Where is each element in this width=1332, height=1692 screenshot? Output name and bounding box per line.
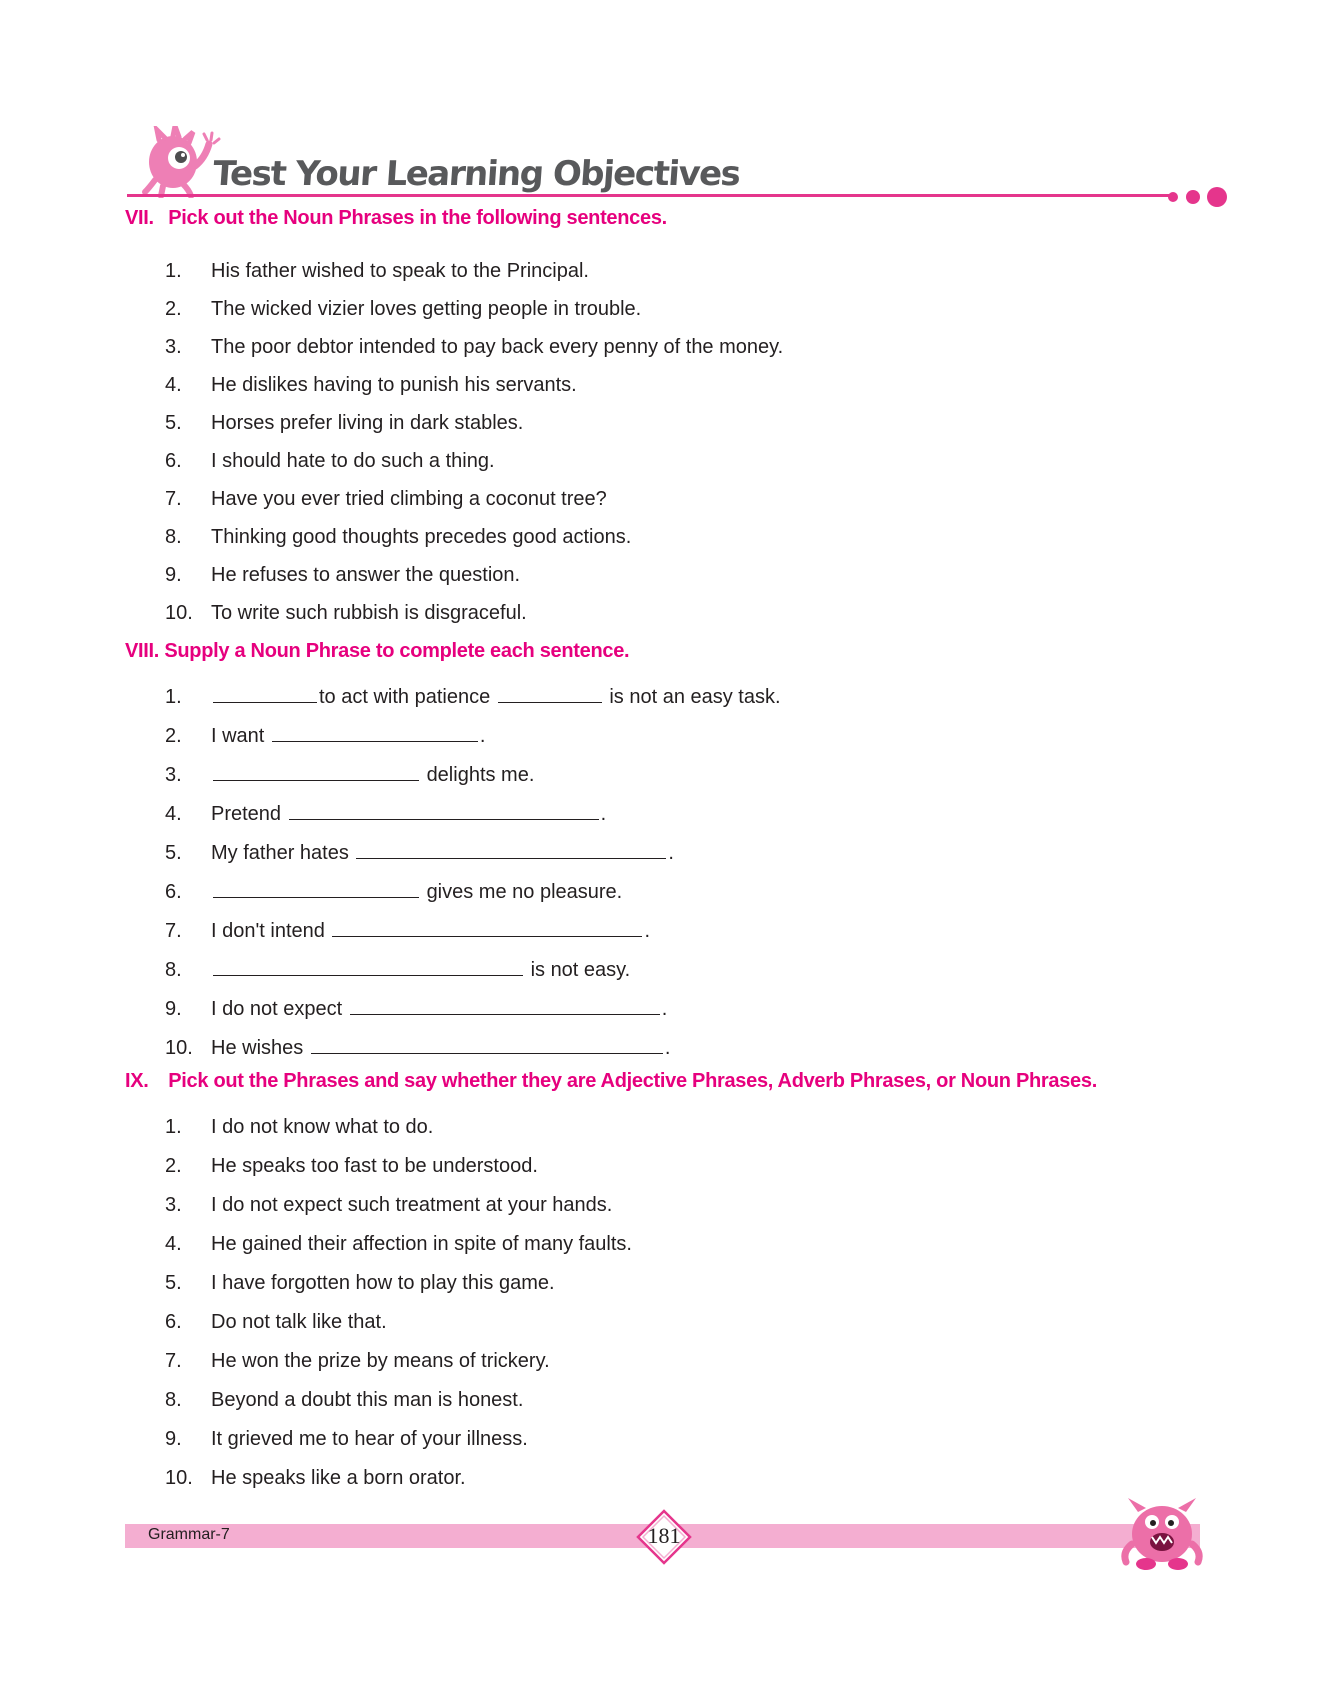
mascot-waving-icon [139,126,221,198]
answer-blank[interactable] [213,877,419,898]
answer-blank[interactable] [350,994,660,1015]
answer-blank[interactable] [332,916,642,937]
answer-blank[interactable] [311,1033,663,1054]
answer-blank[interactable] [213,682,317,703]
decorative-dots-icon [1165,182,1235,208]
section-vii-title: VII. Pick out the Noun Phrases in the following sentences. [125,207,667,229]
answer-blank[interactable] [356,838,666,859]
answer-blank[interactable] [289,799,599,820]
pink-monster-icon [1118,1492,1206,1572]
page-number: 181 [647,1523,681,1548]
section-viii-title: VIII. Supply a Noun Phrase to complete each sentence. [125,640,630,662]
header-rule [127,194,1172,197]
answer-blank[interactable] [498,682,602,703]
page-title: Test Your Learning Objectives [211,154,741,194]
answer-blank[interactable] [213,955,523,976]
page-header [125,118,1205,208]
book-title: Grammar-7 [148,1526,230,1543]
answer-blank[interactable] [213,760,419,781]
answer-blank[interactable] [272,721,478,742]
section-ix-title: IX. Pick out the Phrases and say whether they are Adjective Phrases, Adverb Phrases, or Noun Phrases. [125,1070,1097,1092]
